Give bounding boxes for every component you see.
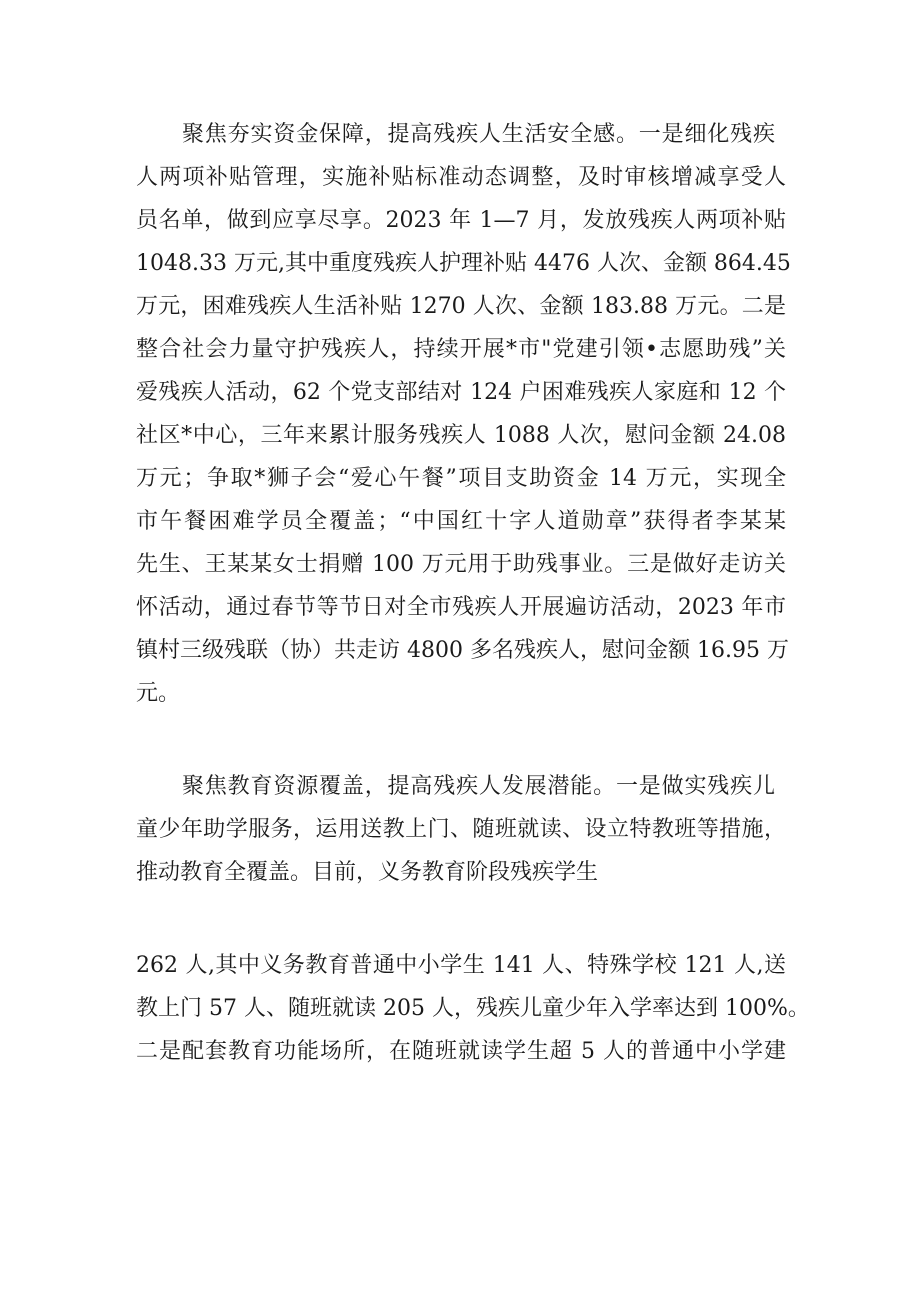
text-line: 人两项补贴管理，实施补贴标准动态调整，及时审核增减享受人	[136, 165, 786, 190]
text-line: 元。	[136, 681, 181, 706]
text-line: 怀活动，通过春节等节日对全市残疾人开展遍访活动，2023 年市	[136, 595, 786, 620]
text-line: 市午餐困难学员全覆盖；“中国红十字人道勋章”获得者李某某	[136, 509, 786, 534]
text-line: 员名单，做到应享尽享。2023 年 1—7 月，发放残疾人两项补贴	[136, 208, 786, 233]
text-line: 先生、王某某女士捐赠 100 万元用于助残事业。三是做好走访关	[136, 552, 786, 577]
text-line: 社区*中心，三年来累计服务残疾人 1088 人次，慰问金额 24.08	[136, 423, 786, 448]
text-line: 1048.33 万元,其中重度残疾人护理补贴 4476 人次、金额 864.45	[136, 251, 791, 276]
text-line: 整合社会力量守护残疾人，持续开展*市"党建引领•志愿助残”关	[136, 337, 786, 362]
text-line: 262 人,其中义务教育普通中小学生 141 人、特殊学校 121 人,送	[136, 953, 786, 978]
text-line: 童少年助学服务，运用送教上门、随班就读、设立特教班等措施，	[136, 817, 786, 842]
text-line: 聚焦教育资源覆盖，提高残疾人发展潜能。一是做实残疾儿	[182, 774, 775, 799]
text-line: 镇村三级残联（协）共走访 4800 多名残疾人，慰问金额 16.95 万	[136, 638, 789, 663]
text-line: 爱残疾人活动，62 个党支部结对 124 户困难残疾人家庭和 12 个	[136, 380, 786, 405]
text-line: 聚焦夯实资金保障，提高残疾人生活安全感。一是细化残疾	[182, 122, 775, 147]
text-line: 教上门 57 人、随班就读 205 人，残疾儿童少年入学率达到 100%。	[136, 996, 810, 1021]
text-line: 二是配套教育功能场所，在随班就读学生超 5 人的普通中小学建	[136, 1039, 786, 1064]
text-line: 推动教育全覆盖。目前，义务教育阶段残疾学生	[136, 860, 599, 885]
text-line: 万元，困难残疾人生活补贴 1270 人次、金额 183.88 万元。二是	[136, 294, 786, 319]
text-line: 万元；争取*狮子会“爱心午餐”项目支助资金 14 万元，实现全	[136, 466, 786, 491]
